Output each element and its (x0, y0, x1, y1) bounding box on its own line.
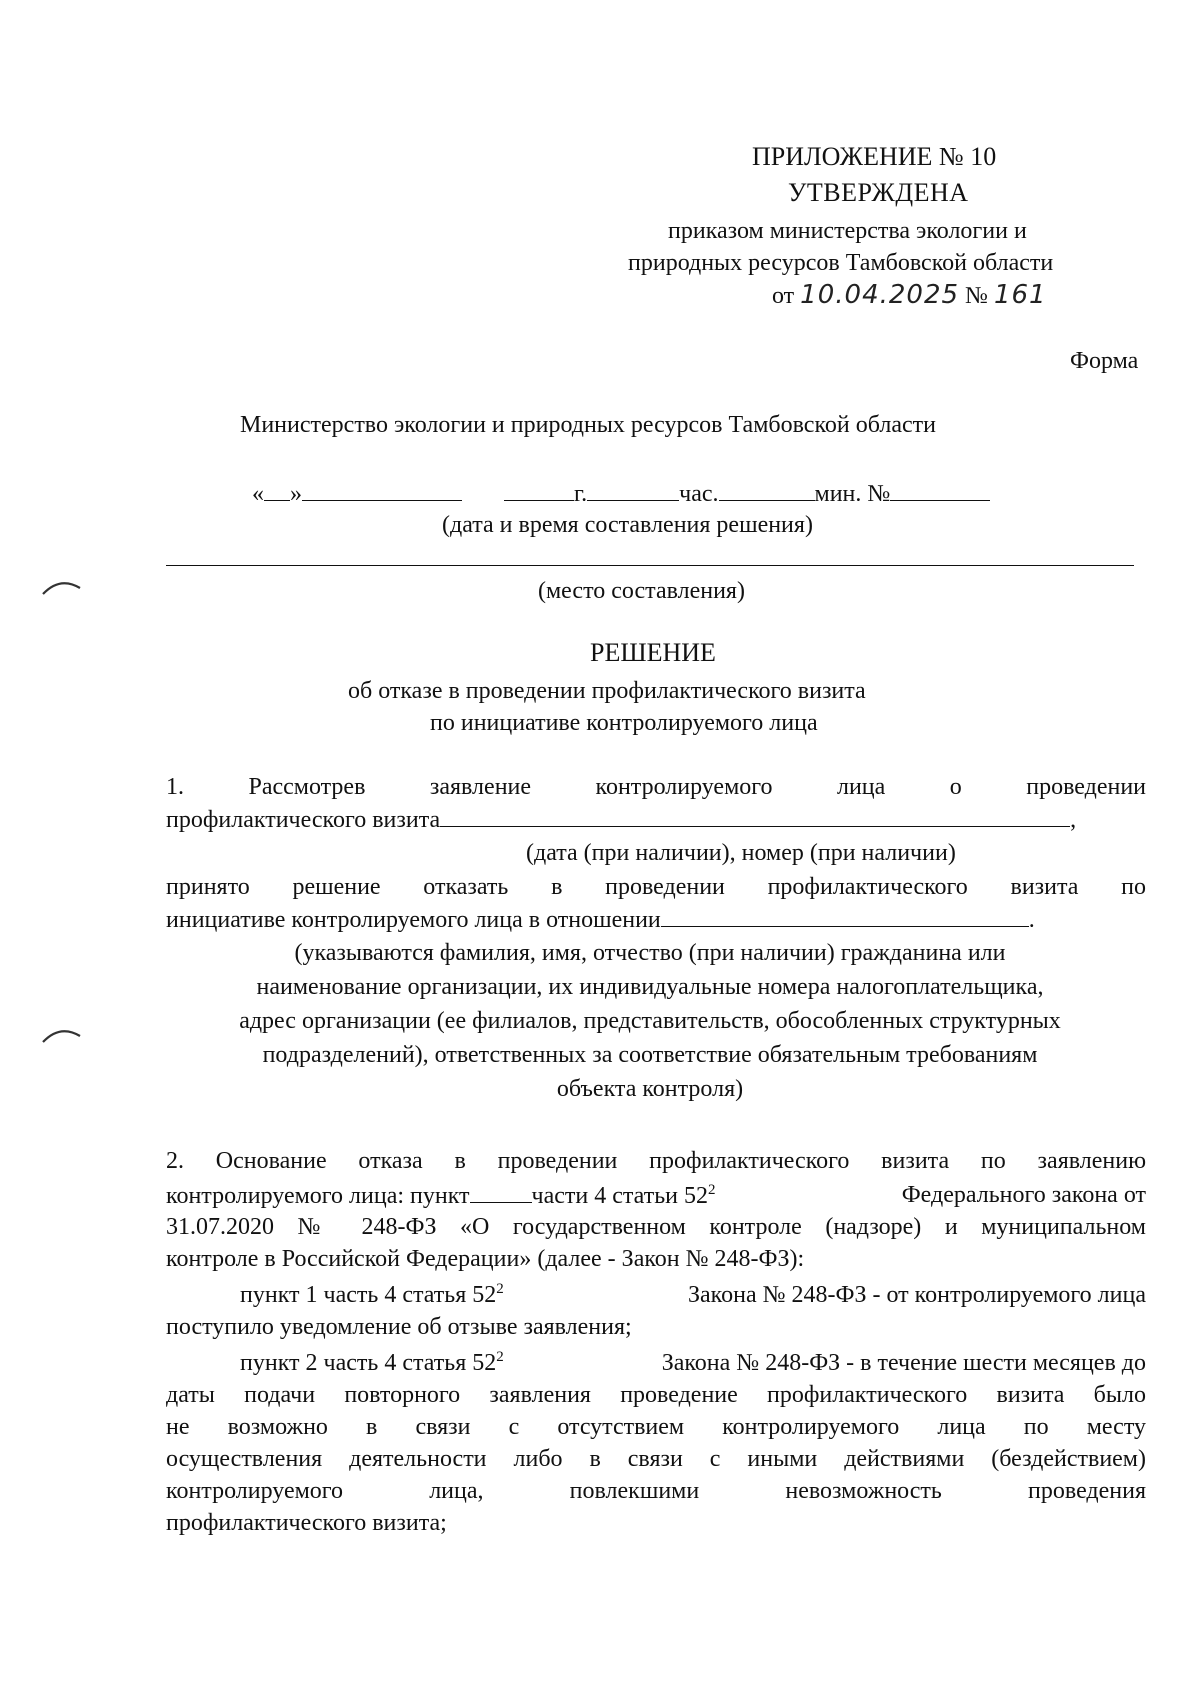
month-blank[interactable] (302, 478, 462, 501)
item-2-text-a: пункт 2 часть 4 статья 52 (240, 1350, 497, 1376)
p1-line-4-period: . (1028, 907, 1035, 933)
p1-caption-line: подразделений), ответственных за соответствие обязательным требованиям (262, 1042, 1038, 1068)
p2-item-1-line-2: поступило уведомление об отзыве заявления; (166, 1314, 632, 1340)
p2-item-2-line: не возможно в связи с отсутствием контролируемого лица по месту (166, 1414, 1146, 1440)
p1-caption-line: объекта контроля) (556, 1076, 744, 1102)
order-date-line (772, 280, 1047, 311)
ministry-name: Министерство экологии и природных ресурсов Тамбовской области (240, 412, 936, 438)
p2-line-4: контроле в Российской Федерации» (далее - Закон № 248-ФЗ): (166, 1246, 805, 1272)
number-blank[interactable] (890, 478, 990, 501)
form-label: Форма (1070, 348, 1139, 374)
subtitle-line-2: по инициативе контролируемого лица (430, 710, 818, 736)
order-date-prefix: от (772, 283, 795, 309)
place-line[interactable] (166, 565, 1134, 566)
item-2-text-b: Закона № 248-ФЗ - в течение шести месяцев до (661, 1350, 1146, 1376)
subtitle-line-1: об отказе в проведении профилактического визита (348, 678, 866, 704)
order-line-2: природных ресурсов Тамбовской области (628, 250, 1054, 276)
handwritten-number: 161 (993, 280, 1047, 310)
p2-item-2-line-1 (240, 1348, 1146, 1378)
p1-caption-line: наименование организации, их индивидуальные номера налогоплательщика, (256, 974, 1044, 1000)
p1-line-2 (166, 804, 1076, 835)
item-1-text-a: пункт 1 часть 4 статья 52 (240, 1282, 497, 1308)
p1-caption-line: адрес организации (ее филиалов, представительств, обособленных структурных (239, 1008, 1061, 1034)
order-line-1: приказом министерства экологии и (668, 218, 1027, 244)
handwritten-date: 10.04.2025 (800, 280, 960, 310)
p2-line-2-prefix: контролируемого лица: пункт (166, 1183, 470, 1209)
document-title: РЕШЕНИЕ (590, 638, 716, 667)
application-blank[interactable] (440, 804, 1070, 827)
p2-item-2-line: осуществления деятельности либо в связи с иными действиями (бездействием) (166, 1446, 1146, 1472)
day-blank[interactable] (264, 478, 290, 501)
punch-hole-mark (40, 1024, 84, 1046)
p1-line-4-text: инициативе контролируемого лица в отношении (166, 907, 661, 933)
p2-item-2-line: контролируемого лица, повлекшими невозможность проведения (166, 1478, 1146, 1504)
year-blank[interactable] (504, 478, 574, 501)
p2-item-2-line: даты подачи повторного заявления проведение профилактического визита было (166, 1382, 1146, 1408)
p1-line-4 (166, 904, 1035, 935)
p2-item-1-line-1 (240, 1280, 1146, 1310)
person-blank[interactable] (661, 904, 1029, 927)
superscript-2: 2 (496, 1281, 504, 1297)
hour-suffix: час. (679, 481, 719, 507)
p1-line-3: принято решение отказать в проведении профилактического визита по (166, 874, 1146, 900)
minute-suffix: мин. № (814, 481, 891, 507)
p1-line-1: 1. Рассмотрев заявление контролируемого лица о проведении (166, 774, 1146, 800)
p2-line-2-mid: части 4 статьи 52 (531, 1183, 708, 1209)
p1-line-2-comma: , (1070, 807, 1077, 833)
p2-line-1: 2. Основание отказа в проведении профилактического визита по заявлению (166, 1148, 1146, 1174)
quote-close: » (290, 481, 302, 507)
p1-caption-1: (дата (при наличии), номер (при наличии) (526, 840, 956, 866)
datetime-caption: (дата и время составления решения) (442, 512, 813, 538)
hour-blank[interactable] (587, 478, 679, 501)
punch-hole-mark (40, 576, 84, 598)
p2-line-2-suffix: Федерального закона от (901, 1182, 1146, 1208)
superscript-2: 2 (707, 1182, 716, 1198)
year-suffix: г. (574, 481, 588, 507)
p2-line-2 (166, 1180, 1146, 1211)
p2-item-2-line-last: профилактического визита; (166, 1510, 447, 1536)
clause-blank[interactable] (470, 1180, 532, 1203)
minute-blank[interactable] (719, 478, 815, 501)
quote-open: « (252, 481, 264, 507)
superscript-2: 2 (496, 1349, 504, 1365)
place-caption: (место составления) (538, 578, 745, 604)
item-1-text-b: Закона № 248-ФЗ - от контролируемого лица (688, 1282, 1146, 1308)
appendix-number: ПРИЛОЖЕНИЕ № 10 (752, 142, 997, 171)
p2-line-3: 31.07.2020 № 248-ФЗ «О государственном контроле (надзоре) и муниципальном (166, 1214, 1146, 1240)
p2-line-2-left (166, 1180, 715, 1211)
p1-line-2-text: профилактического визита (166, 807, 441, 833)
approved-label: УТВЕРЖДЕНА (788, 178, 969, 207)
datetime-row (252, 478, 990, 509)
p1-caption-line: (указываются фамилия, имя, отчество (при наличии) гражданина или (294, 940, 1006, 966)
order-number-sign: № (965, 283, 988, 309)
